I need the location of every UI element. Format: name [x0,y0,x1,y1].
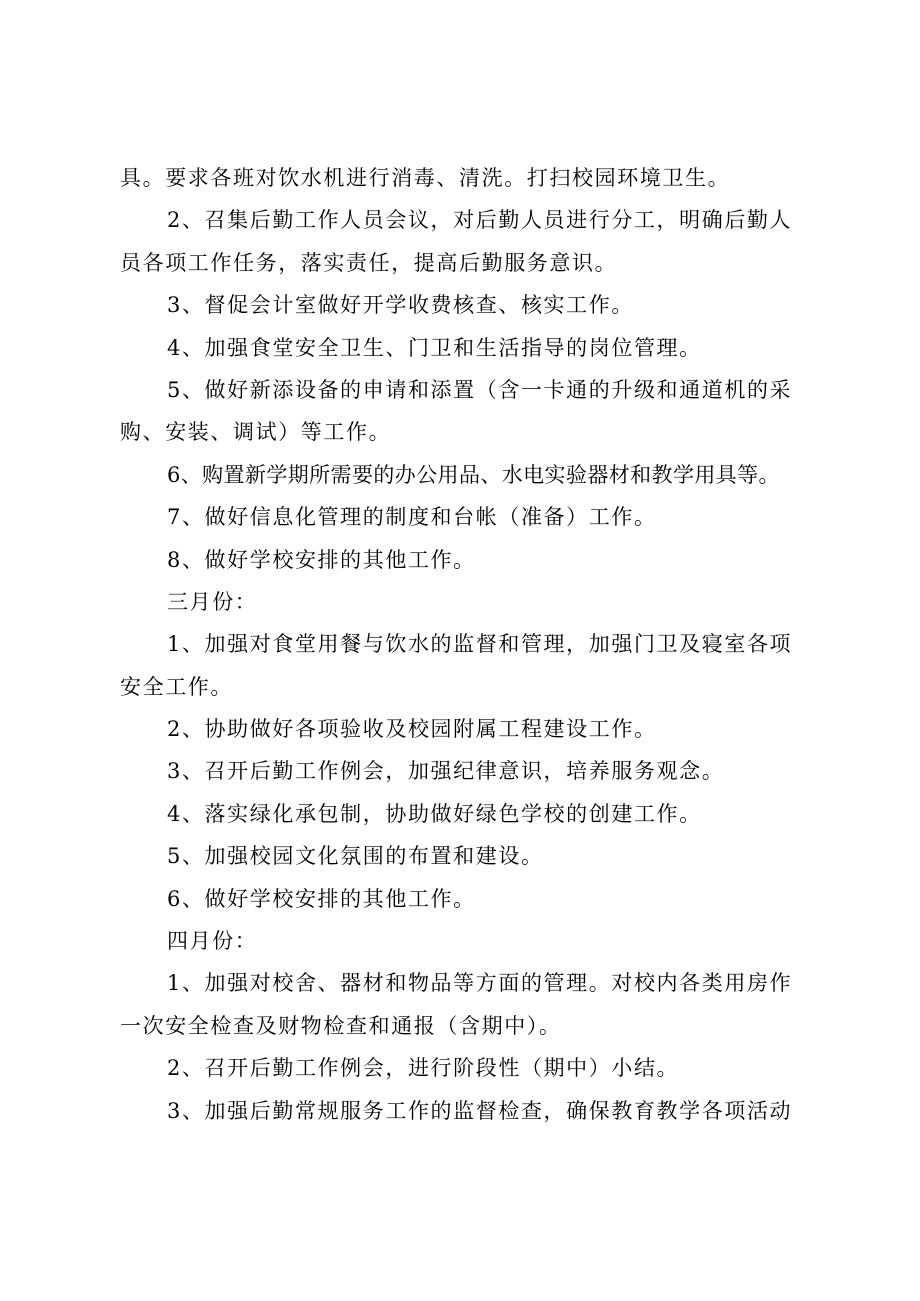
text-line-item: 1、加强对食堂用餐与饮水的监督和管理，加强门卫及寝室各项 [167,632,793,657]
section-heading-march: 三月份： [167,589,258,614]
section-heading-april: 四月份： [167,929,258,954]
text-line-continuation: 购、安装、调试）等工作。 [120,420,392,445]
text-line-item: 5、做好新添设备的申请和添置（含一卡通的升级和通道机的采 [167,377,793,402]
text-line-continuation: 员各项工作任务，落实责任，提高后勤服务意识。 [120,250,618,275]
text-line-continuation: 一次安全检查及财物检查和通报（含期中）。 [120,1013,562,1038]
text-line-item: 7、做好信息化管理的制度和台帐（准备）工作。 [167,505,657,530]
text-line-item: 3、召开后勤工作例会，加强纪律意识，培养服务观念。 [167,759,725,784]
text-line-continuation: 具。要求各班对饮水机进行消毒、清洗。打扫校园环境卫生。 [120,166,731,190]
text-line-item: 3、加强后勤常规服务工作的监督检查，确保教育教学各项活动 [167,1098,793,1123]
document-body [120,157,810,1132]
text-line-item: 2、协助做好各项验收及校园附属工程建设工作。 [167,717,657,742]
text-line-continuation: 安全工作。 [120,674,233,699]
text-line-item: 2、召集后勤工作人员会议，对后勤人员进行分工，明确后勤人 [167,208,793,233]
text-line-item: 4、加强食堂安全卫生、门卫和生活指导的岗位管理。 [167,335,702,360]
text-line-item: 6、做好学校安排的其他工作。 [167,886,476,911]
text-line-item: 6、购置新学期所需要的办公用品、水电实验器材和教学用具等。 [167,462,780,487]
text-line-item: 8、做好学校安排的其他工作。 [167,547,476,572]
text-line-item: 5、加强校园文化氛围的布置和建设。 [167,844,544,869]
text-line-item: 2、召开后勤工作例会，进行阶段性（期中）小结。 [167,1056,680,1081]
text-line-item: 3、督促会计室做好开学收费核查、核实工作。 [167,293,634,318]
text-line-item: 1、加强对校舍、器材和物品等方面的管理。对校内各类用房作 [167,971,793,996]
text-line-item: 4、落实绿化承包制，协助做好绿色学校的创建工作。 [167,801,702,826]
